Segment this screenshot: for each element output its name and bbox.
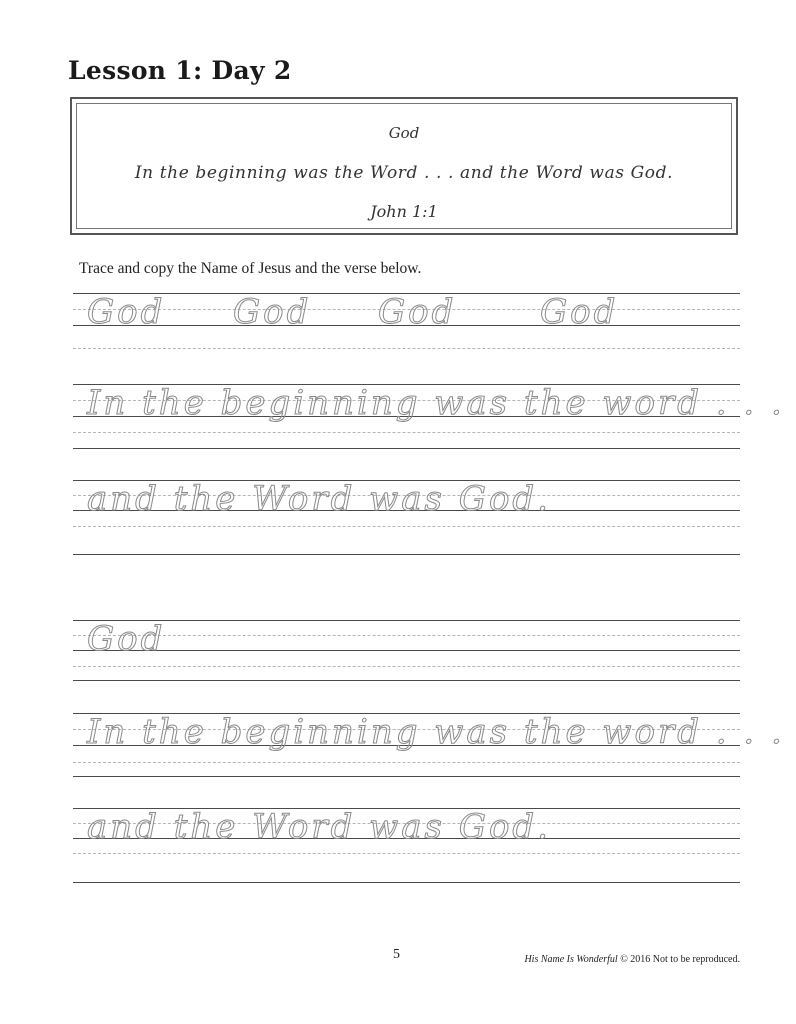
trace-word: God	[540, 292, 619, 332]
lesson-title: Lesson 1: Day 2	[68, 56, 292, 85]
trace-verse-line: In the beginning was the word . . .	[87, 712, 785, 752]
trace-word: God	[233, 292, 312, 332]
copyright-notice: © 2016 Not to be reproduced.	[620, 954, 740, 965]
verse-reference: John 1:1	[370, 202, 438, 221]
trace-verse-line: In the beginning was the word . . .	[87, 383, 785, 423]
instructions-text: Trace and copy the Name of Jesus and the verse below.	[79, 260, 422, 277]
trace-word: God	[87, 619, 166, 659]
trace-verse-line: and the Word was God.	[87, 479, 551, 519]
trace-verse-line: and the Word was God.	[87, 807, 551, 847]
verse-box	[70, 97, 738, 235]
writing-row-3[interactable]	[73, 480, 740, 555]
page-number: 5	[393, 947, 400, 962]
writing-row-1[interactable]	[73, 293, 740, 368]
verse-name: God	[388, 124, 420, 142]
book-title: His Name Is Wonderful	[524, 954, 618, 965]
writing-row-6[interactable]	[73, 808, 740, 883]
writing-row-2[interactable]	[73, 383, 785, 459]
trace-word: God	[378, 292, 457, 332]
trace-word: God	[87, 292, 166, 332]
copyright-footer	[524, 954, 740, 965]
verse-box-inner-border	[76, 103, 732, 229]
verse-text: In the beginning was the Word . . . and the Word was God.	[134, 163, 674, 183]
writing-row-5[interactable]	[73, 712, 785, 788]
writing-row-4[interactable]	[73, 620, 740, 695]
